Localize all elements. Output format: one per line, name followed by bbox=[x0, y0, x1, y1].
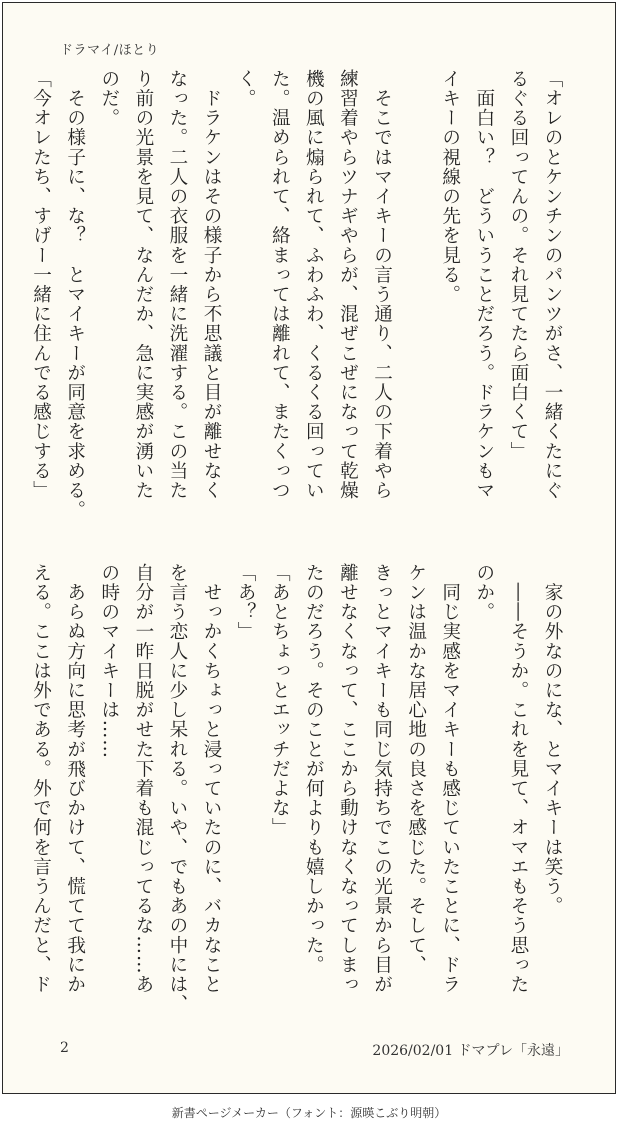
text-column: その様子に、な？ とマイキーが同意を求める。 bbox=[64, 69, 86, 520]
book-page bbox=[2, 2, 616, 1094]
event-label: 2026/02/01 ドマプレ「永遠」 bbox=[372, 1043, 569, 1059]
text-column: 機の風に煽られて、ふわふわ、くるくる回ってい bbox=[303, 69, 325, 501]
text-column: ――そうか。これを見て、オマエもそう思った bbox=[507, 563, 529, 995]
text-column: ケンは温かな居心地の良さを感じた。そして、 bbox=[405, 563, 427, 975]
page-number: 2 bbox=[60, 1040, 69, 1056]
text-column: 面白い？ どういうことだろう。ドラケンもマ bbox=[473, 69, 495, 501]
text-column: ドラケンはその様子から不思議と目が離せなく bbox=[201, 69, 223, 501]
credit-line: 新書ページメーカー（フォント：源暎こぶり明朝） bbox=[171, 1106, 447, 1120]
text-column: 「あ？」 bbox=[235, 563, 257, 642]
text-column: そこではマイキーの言う通り、二人の下着やら bbox=[371, 69, 393, 501]
page-header: ドラマイ/ほとり bbox=[60, 43, 160, 58]
text-column: える。ここは外である。外で何を言うんだと、ド bbox=[30, 563, 52, 995]
text-column: のか。 bbox=[473, 563, 495, 622]
text-column: の時のマイキーは…… bbox=[98, 563, 120, 759]
text-column: 離せなくなって、ここから動けなくなってしまっ bbox=[337, 563, 359, 995]
text-column: のだ。 bbox=[98, 69, 120, 128]
text-column: 「今オレたち、すげー一緒に住んでる感じする」 bbox=[30, 69, 52, 501]
text-column bbox=[399, 69, 433, 539]
text-column: を言う恋人に少し呆れる。いや、でもあの中には、 bbox=[166, 563, 188, 1014]
text-column: く。 bbox=[235, 69, 257, 109]
text-column: あらぬ方向に思考が飛びかけて、慌てて我にか bbox=[64, 563, 86, 995]
text-column: り前の光景を見て、なんだか、急に実感が湧いた bbox=[132, 69, 154, 501]
text-block-lower bbox=[30, 563, 569, 1033]
text-column: 「あとちょっとエッチだよな」 bbox=[269, 563, 291, 838]
text-column: た。温められて、絡まっては離れて、またくっつ bbox=[269, 69, 291, 501]
text-column: 家の外なのにな、とマイキーは笑う。 bbox=[542, 563, 563, 916]
text-column: 同じ実感をマイキーも感じていたことに、ドラ bbox=[439, 563, 461, 995]
text-block-upper bbox=[30, 69, 569, 539]
text-column: せっかくちょっと浸っていたのに、バカなこと bbox=[201, 563, 223, 995]
text-column: 練習着やらツナギやらが、混ぜこぜになって乾燥 bbox=[337, 69, 359, 501]
text-column: 「オレのとケンチンのパンツがさ、一緒くたにぐ bbox=[542, 69, 563, 501]
text-column: きっとマイキーも同じ気持ちでこの光景から目が bbox=[371, 563, 393, 995]
text-column: 自分が一昨日脱がせた下着も混じってるな……あ bbox=[132, 563, 154, 995]
text-column: たのだろう。そのことが何よりも嬉しかった。 bbox=[303, 563, 325, 975]
text-column: なった。二人の衣服を一緒に洗濯する。この当た bbox=[166, 69, 188, 501]
text-column: るぐる回ってんの。それ見てたら面白くて」 bbox=[507, 69, 529, 461]
text-column: イキーの視線の先を見る。 bbox=[439, 69, 461, 305]
